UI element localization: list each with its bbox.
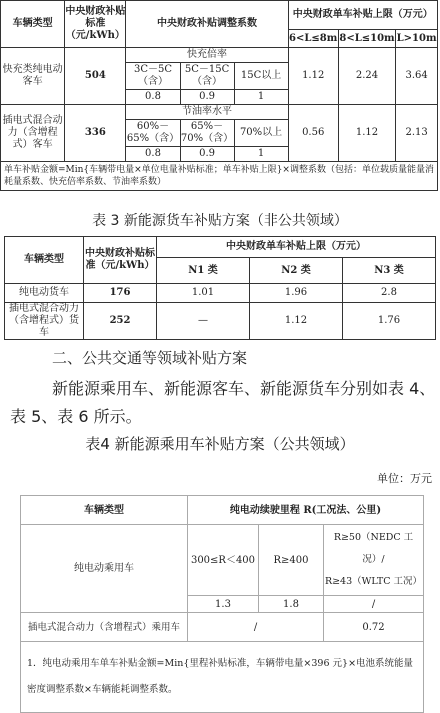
table3-title: 表 3 新能源货车补贴方案（非公共领域） [92,213,348,229]
header-vehicle-type: 车辆类型 [1,1,65,48]
row1-cap-3: 3.64 [396,48,438,105]
row1-cap-2: 2.24 [338,48,395,105]
t3-row1-n1: 1.01 [157,284,250,303]
t4-header-range: 纯电动续驶里程 R(工况法、公里) [188,496,424,525]
header-cap: 中央财政单车补贴上限（万元） [288,1,437,30]
t4-val-2: 1.8 [259,596,324,613]
t4-range-1: 300≤R＜400 [188,525,259,596]
header-subsidy-standard: 中央财政补贴标准（元/kWh） [65,1,126,48]
section-para-line2: 表 5、表 6 所示。 [10,407,142,426]
table4-unit: 单位：万元 [377,472,432,485]
row2-cap-1: 0.56 [288,105,338,162]
row1-cap-1: 1.12 [288,48,338,105]
truck-subsidy-table [4,236,436,340]
header-adjust-coef: 中央财政补贴调整系数 [126,1,288,48]
t3-col-n1: N1 类 [157,258,250,284]
t4-range-3 [324,525,424,596]
t3-row1-n3: 2.8 [343,284,436,303]
t3-header-standard: 中央财政补贴标准（元/kWh） [84,237,157,284]
row1-type: 快充类纯电动客车 [1,48,65,105]
table1-note: 单车补贴金额=Min{车辆带电量×单位电量补贴标准；单车补贴上限}×调整系数（包括：单位载质量能量消耗量系数、快充倍率系数、节油率系数） [1,162,438,191]
t3-row1-standard: 176 [84,284,157,303]
bus-subsidy-table [0,0,438,191]
row1-range-2: 5C－15C（含） [180,63,234,90]
t3-row2-n2: 1.12 [250,303,343,340]
t3-col-n2: N2 类 [250,258,343,284]
row1-standard: 504 [65,48,126,105]
t4-header-type: 车辆类型 [21,496,188,525]
row2-standard: 336 [65,105,126,162]
section-heading: 二、公共交通等领域补贴方案 [52,349,248,367]
section-para-line1: 新能源乘用车、新能源客车、新能源货车分别如表 4、 [52,379,436,398]
row2-type: 插电式混合动力（含增程式）客车 [1,105,65,162]
t4-range-3-wltc: R≥43（WLTC 工况） [324,576,423,587]
t3-row1-type: 纯电动货车 [5,284,84,303]
t4-row2-v1: / [188,613,324,642]
row2-cap-3: 2.13 [396,105,438,162]
t4-row2-type: 插电式混合动力（含增程式）乘用车 [21,613,188,642]
t4-note: 1．纯电动乘用车单车补贴金额=Min{里程补贴标准，车辆带电量×396 元}×电池系统能量密度调整系数×车辆能耗调整系数。 [21,642,424,713]
row1-coef-2: 0.9 [180,90,234,105]
t3-row2-type: 插电式混合动力（含增程式）货车 [5,303,84,340]
row2-coef-3: 1 [234,147,288,162]
row2-cap-2: 1.12 [338,105,395,162]
row1-coef-1: 0.8 [126,90,180,105]
t3-row2-n3: 1.76 [343,303,436,340]
passenger-car-subsidy-table [20,495,424,713]
cap-col-3: L>10m [396,30,438,48]
row2-range-3: 70%以上 [234,120,288,147]
cap-col-2: 8<L≤10m [338,30,395,48]
row1-range-1: 3C－5C（含） [126,63,180,90]
row2-range-1: 60%－65%（含） [126,120,180,147]
t4-val-1: 1.3 [188,596,259,613]
t4-range-3-nedc: R≥50（NEDC 工况）/ [333,532,414,565]
row1-range-3: 15C以上 [234,63,288,90]
t3-row2-n1: — [157,303,250,340]
t4-row2-v2: 0.72 [324,613,424,642]
t3-header-type: 车辆类型 [5,237,84,284]
t3-row2-standard: 252 [84,303,157,340]
row2-coef-2: 0.9 [180,147,234,162]
row2-param: 节油率水平 [126,105,288,120]
t3-header-cap: 中央财政单车补贴上限（万元） [157,237,436,258]
t4-val-3: / [324,596,424,613]
row1-param: 快充倍率 [126,48,288,63]
row1-coef-3: 1 [234,90,288,105]
row2-coef-1: 0.8 [126,147,180,162]
table4-title: 表4 新能源乘用车补贴方案（公共领域） [85,435,355,453]
row2-range-2: 65%－70%（含） [180,120,234,147]
t4-range-2: R≥400 [259,525,324,596]
t4-row1-type: 纯电动乘用车 [21,525,188,613]
t3-col-n3: N3 类 [343,258,436,284]
t3-row1-n2: 1.96 [250,284,343,303]
cap-col-1: 6<L≤8m [288,30,338,48]
